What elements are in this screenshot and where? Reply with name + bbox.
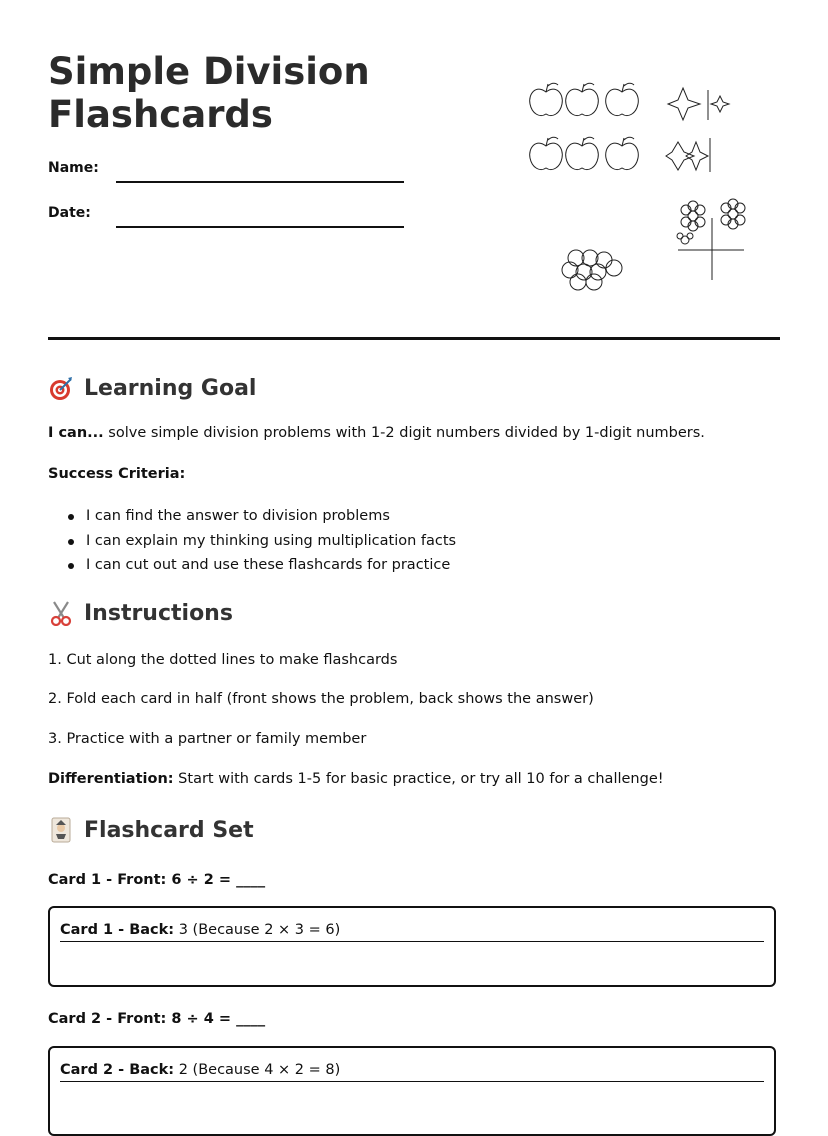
list-item: I can cut out and use these flashcards for practice [48, 553, 456, 578]
card-2-back-label: Card 2 - Back: [60, 1062, 175, 1078]
success-criteria-label: Success Criteria: [48, 466, 186, 482]
differentiation-text: Start with cards 1-5 for basic practice, or try all 10 for a challenge! [173, 771, 664, 787]
sparkles-icon [666, 88, 729, 172]
learning-goal-title: Learning Goal [84, 375, 257, 401]
instructions-title: Instructions [84, 600, 233, 626]
i-can-statement [48, 425, 705, 441]
list-item: I can find the answer to division problems [48, 504, 456, 529]
card-2-back[interactable] [48, 1046, 776, 1136]
card-2-front: Card 2 - Front: 8 ÷ 4 = ____ [48, 1011, 266, 1027]
joker-card-icon [48, 817, 74, 843]
flashcard-set-title: Flashcard Set [84, 817, 254, 843]
list-item: I can explain my thinking using multiplication facts [48, 529, 456, 554]
date-label: Date: [48, 205, 91, 221]
success-criteria-list [48, 504, 456, 578]
title-line-2: Flashcards [48, 93, 273, 136]
instruction-step-3: 3. Practice with a partner or family member [48, 731, 367, 747]
flashcard-set-heading [48, 817, 254, 843]
card-1-back-answer [60, 922, 764, 942]
page-title [48, 50, 408, 136]
card-1-front: Card 1 - Front: 6 ÷ 2 = ____ [48, 872, 266, 888]
scissors-icon [48, 600, 74, 626]
learning-goal-heading [48, 375, 256, 401]
i-can-text: solve simple division problems with 1-2 digit numbers divided by 1-digit numbers. [103, 425, 705, 441]
date-field-line[interactable] [116, 226, 404, 228]
header-divider [48, 337, 780, 340]
name-label: Name: [48, 160, 99, 176]
differentiation-label: Differentiation: [48, 771, 174, 787]
header-illustrations [528, 80, 768, 300]
apples-icon [530, 83, 639, 169]
instruction-step-1: 1. Cut along the dotted lines to make flashcards [48, 652, 398, 668]
instructions-heading [48, 600, 233, 626]
i-can-label: I can... [48, 425, 104, 441]
card-2-back-answer [60, 1062, 764, 1082]
name-field-line[interactable] [116, 181, 404, 183]
card-2-back-text: 2 (Because 4 × 2 = 8) [174, 1062, 341, 1078]
title-line-1: Simple Division [48, 50, 370, 93]
card-1-back[interactable] [48, 906, 776, 987]
instruction-step-2: 2. Fold each card in half (front shows the problem, back shows the answer) [48, 691, 594, 707]
card-1-back-label: Card 1 - Back: [60, 922, 175, 938]
flower-cluster-icon [562, 250, 622, 290]
target-icon [48, 375, 74, 401]
card-1-back-text: 3 (Because 2 × 3 = 6) [174, 922, 341, 938]
flowers-grid-icon [677, 199, 745, 280]
differentiation-note [48, 771, 664, 787]
